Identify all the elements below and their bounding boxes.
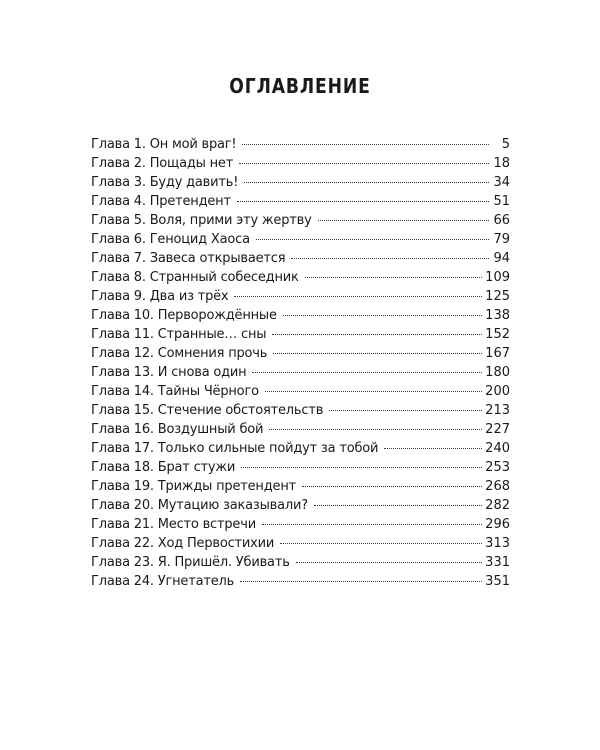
toc-entry-title: Глава 18. Брат стужи	[91, 460, 236, 475]
toc-dot-leader	[256, 238, 489, 240]
toc-entry	[91, 477, 510, 496]
toc-entry	[91, 496, 510, 515]
toc-dot-leader	[314, 504, 482, 506]
toc-entry	[91, 439, 510, 458]
toc-entry-page: 94	[493, 251, 510, 266]
toc-dot-leader	[252, 371, 482, 373]
toc-entry-page: 351	[485, 574, 510, 589]
toc-entry	[91, 325, 510, 344]
toc-entry	[91, 211, 510, 230]
toc-entry-title: Глава 8. Странный собеседник	[91, 270, 299, 285]
toc-entry-title: Глава 7. Завеса открывается	[91, 251, 286, 266]
toc-entry-title: Глава 10. Перворождённые	[91, 308, 277, 323]
toc-entry-title: Глава 2. Пощады нет	[91, 156, 234, 171]
page-title: ОГЛАВЛЕНИЕ	[229, 74, 371, 98]
toc-dot-leader	[305, 276, 483, 278]
toc-entry	[91, 515, 510, 534]
toc-entry-page: 152	[485, 327, 510, 342]
toc-entry	[91, 458, 510, 477]
toc-entry-title: Глава 4. Претендент	[91, 194, 231, 209]
toc-dot-leader	[384, 447, 482, 449]
toc-entry-page: 66	[493, 213, 510, 228]
toc-entry	[91, 382, 510, 401]
toc-entry-title: Глава 15. Стечение обстоятельств	[91, 403, 324, 418]
toc-entry	[91, 534, 510, 553]
toc-entry-title: Глава 6. Геноцид Хаоса	[91, 232, 250, 247]
toc-entry-title: Глава 5. Воля, прими эту жертву	[91, 213, 312, 228]
toc-entry	[91, 192, 510, 211]
toc-dot-leader	[283, 314, 482, 316]
toc-entry-page: 5	[501, 137, 510, 152]
toc-entry-page: 109	[485, 270, 510, 285]
toc-dot-leader	[234, 295, 482, 297]
toc-entry-title: Глава 3. Буду давить!	[91, 175, 239, 190]
toc-entry	[91, 249, 510, 268]
toc-entry	[91, 287, 510, 306]
toc-entry-page: 331	[485, 555, 510, 570]
toc-entry-page: 296	[485, 517, 510, 532]
toc-entry-page: 240	[485, 441, 510, 456]
toc-entry-title: Глава 9. Два из трёх	[91, 289, 229, 304]
toc-entry-page: 167	[485, 346, 510, 361]
toc-entry-title: Глава 14. Тайны Чёрного	[91, 384, 259, 399]
toc-entry	[91, 154, 510, 173]
toc-dot-leader	[272, 333, 482, 335]
toc-entry-page: 200	[485, 384, 510, 399]
toc-entry	[91, 306, 510, 325]
toc-entry-title: Глава 19. Трижды претендент	[91, 479, 296, 494]
toc-entry-page: 313	[485, 536, 510, 551]
toc-entry-page: 138	[485, 308, 510, 323]
toc-dot-leader	[329, 409, 482, 411]
toc-entry	[91, 553, 510, 572]
toc-entry	[91, 401, 510, 420]
toc-dot-leader	[265, 390, 482, 392]
toc-entry-page: 227	[485, 422, 510, 437]
toc-dot-leader	[241, 466, 482, 468]
toc-entry-page: 282	[485, 498, 510, 513]
toc-entry-title: Глава 1. Он мой враг!	[91, 137, 237, 152]
toc-dot-leader	[237, 200, 489, 202]
toc-entry-title: Глава 24. Угнетатель	[91, 574, 235, 589]
toc-entry	[91, 572, 510, 591]
toc-entry-title: Глава 23. Я. Пришёл. Убивать	[91, 555, 290, 570]
toc-dot-leader	[302, 485, 482, 487]
toc-entry	[91, 268, 510, 287]
toc-entry	[91, 135, 510, 154]
toc-entry	[91, 230, 510, 249]
toc-entry-title: Глава 11. Странные… сны	[91, 327, 267, 342]
toc-entry-title: Глава 17. Только сильные пойдут за тобой	[91, 441, 379, 456]
toc-dot-leader	[240, 580, 482, 582]
toc-entry-page: 125	[485, 289, 510, 304]
toc-dot-leader	[239, 162, 489, 164]
toc-dot-leader	[318, 219, 489, 221]
toc-dot-leader	[242, 143, 489, 145]
toc-entry-title: Глава 16. Воздушный бой	[91, 422, 264, 437]
toc-entry-title: Глава 12. Сомнения прочь	[91, 346, 268, 361]
toc-entry-page: 79	[493, 232, 510, 247]
toc-entry-page: 213	[485, 403, 510, 418]
toc-entry-page: 18	[493, 156, 510, 171]
toc-dot-leader	[280, 542, 482, 544]
toc-entry-page: 180	[485, 365, 510, 380]
toc-entry-page: 34	[493, 175, 510, 190]
toc-entry	[91, 420, 510, 439]
table-of-contents	[91, 135, 510, 591]
toc-dot-leader	[296, 561, 483, 563]
toc-entry-title: Глава 20. Мутацию заказывали?	[91, 498, 308, 513]
toc-dot-leader	[291, 257, 489, 259]
toc-dot-leader	[273, 352, 482, 354]
toc-entry	[91, 173, 510, 192]
toc-entry-title: Глава 13. И снова один	[91, 365, 247, 380]
toc-entry-page: 51	[493, 194, 510, 209]
toc-dot-leader	[269, 428, 482, 430]
toc-entry-page: 268	[485, 479, 510, 494]
toc-entry-title: Глава 21. Место встречи	[91, 517, 256, 532]
toc-dot-leader	[244, 181, 489, 183]
toc-entry-page: 253	[485, 460, 510, 475]
toc-entry	[91, 363, 510, 382]
toc-entry	[91, 344, 510, 363]
toc-dot-leader	[262, 523, 482, 525]
toc-entry-title: Глава 22. Ход Первостихии	[91, 536, 275, 551]
